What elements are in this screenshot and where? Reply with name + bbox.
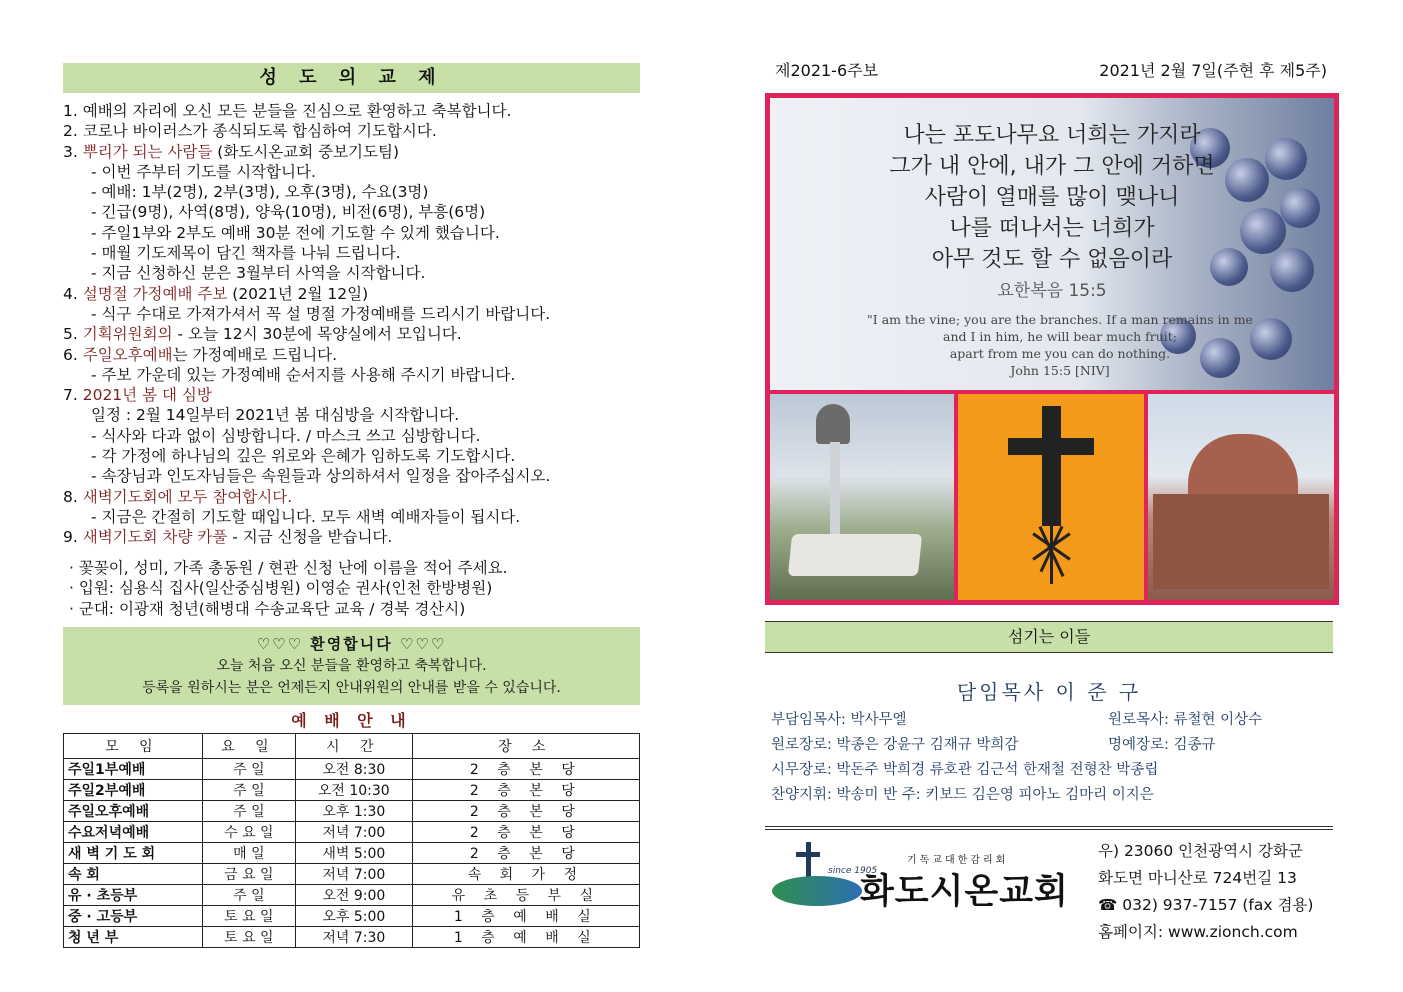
schedule-header-row — [64, 734, 640, 759]
table-cell: 주일1부예배 — [64, 759, 203, 780]
news-item — [63, 487, 640, 507]
table-cell: 저녁 7:30 — [295, 927, 412, 948]
table-cell: 2 층 본 당 — [412, 843, 639, 864]
table-cell: 새벽 5:00 — [295, 843, 412, 864]
news-number: 5. — [63, 325, 83, 344]
address-line: 화도면 마니산로 724번길 13 — [1098, 869, 1297, 887]
homepage-link[interactable]: 홈페이지: www.zionch.com — [1098, 923, 1298, 941]
bullet-item: · 꽃꽂이, 성미, 가족 총동원 / 현관 신청 난에 이름을 적어 주세요. — [69, 558, 508, 577]
table-cell: 오후 1:30 — [295, 801, 412, 822]
table-cell: 오전 8:30 — [295, 759, 412, 780]
church-name: 화도시온교회 — [860, 872, 1069, 912]
verse-line: 아무 것도 할 수 없음이라 — [931, 247, 1173, 272]
news-sub-item: - 속장님과 인도자님들은 속원들과 상의하셔서 일정을 잡아주십시오. — [91, 467, 551, 486]
news-sub-item: - 식구 수대로 가져가셔서 꼭 설 명절 가정예배를 드리시기 바랍니다. — [91, 304, 551, 323]
table-cell: 수 요 일 — [202, 822, 295, 843]
table-cell: 금 요 일 — [202, 864, 295, 885]
table-cell: 오후 5:00 — [295, 906, 412, 927]
cross-icon — [1042, 406, 1061, 526]
bullet-item: · 입원: 심용식 집사(일산중심병원) 이영순 권사(인천 한방병원) — [69, 579, 493, 598]
staff-emeritus-pastor: 원로목사: 류철현 이상수 — [1108, 712, 1263, 728]
table-cell: 속 회 — [64, 864, 203, 885]
verse-line-en: and I in him, he will bear much fruit; — [943, 329, 1177, 344]
bulletin-header — [765, 58, 1335, 84]
verse-line-en: apart from me you can do nothing. — [949, 346, 1171, 361]
news-heading: 설명절 가정예배 주보 — [82, 284, 228, 303]
news-item — [63, 324, 640, 344]
news-text: (화도시온교회 중보기도팀) — [212, 142, 400, 161]
cross-roots-image — [958, 394, 1144, 600]
table-row — [64, 927, 640, 948]
bullet-list — [63, 558, 640, 620]
denomination: 기독교대한감리회 — [907, 855, 1009, 866]
news-text: (2021년 2월 12일) — [227, 284, 369, 303]
schedule-header: 장 소 — [412, 734, 639, 759]
news-number: 1. — [63, 102, 83, 120]
news-item — [63, 385, 640, 405]
news-heading: 2021년 봄 대 심방 — [82, 386, 212, 405]
divider — [765, 826, 1333, 830]
news-number: 7. — [63, 386, 83, 405]
news-heading: 주일오후예배 — [82, 345, 173, 364]
news-heading: 뿌리가 되는 사람들 — [82, 142, 213, 161]
verse-korean — [770, 120, 1334, 275]
table-cell: 2 층 본 당 — [412, 759, 639, 780]
news-item — [63, 527, 640, 547]
bulletin-date: 2021년 2월 7일(주현 후 제5주) — [1099, 61, 1327, 80]
news-number: 8. — [63, 487, 83, 506]
table-cell: 유 초 등 부 실 — [412, 885, 639, 906]
verse-line: 그가 내 안에, 내가 그 안에 거하면 — [889, 154, 1215, 179]
news-sub-item: - 예배: 1부(2명), 2부(3명), 오후(3명), 수요(3명) — [91, 183, 429, 202]
news-number: 2. — [63, 122, 83, 141]
news-number: 3. — [63, 142, 83, 161]
verse-line-en: John 15:5 [NIV] — [1010, 363, 1110, 378]
welcome-box — [63, 627, 640, 705]
table-cell: 토 요 일 — [202, 927, 295, 948]
news-sub-item: - 이번 주부터 기도를 시작합니다. — [91, 162, 316, 181]
table-cell: 속 회 가 정 — [412, 864, 639, 885]
staff-music: 찬양지휘: 박송미 반 주: 키보드 김은영 피아노 김마리 이지은 — [771, 787, 1154, 803]
table-cell: 1 층 예 배 실 — [412, 927, 639, 948]
schedule-header: 요 일 — [202, 734, 295, 759]
table-cell: 저녁 7:00 — [295, 822, 412, 843]
schedule-header: 모 임 — [64, 734, 203, 759]
staff-assoc: 부담임목사: 박사무엘 — [771, 712, 907, 728]
news-heading: 기획위원회의 — [82, 325, 173, 344]
news-text: 는 가정예배로 드립니다. — [172, 345, 338, 364]
bell-icon — [816, 404, 850, 444]
issue-number: 제2021-6주보 — [775, 61, 879, 80]
table-cell: 오전 10:30 — [295, 780, 412, 801]
logo-since: since 1905 — [828, 866, 878, 876]
news-item — [63, 101, 640, 121]
news-sub-item: - 매월 기도제목이 담긴 책자를 나눠 드립니다. — [91, 244, 401, 263]
news-sub-item: - 지금은 간절히 기도할 때입니다. 모두 새벽 예배자들이 됩시다. — [91, 507, 521, 526]
table-cell: 주 일 — [202, 759, 295, 780]
news-heading: 새벽기도회에 모두 참여합시다. — [82, 487, 293, 506]
table-cell: 중 · 고등부 — [64, 906, 203, 927]
table-cell: 새 벽 기 도 회 — [64, 843, 203, 864]
news-sub-item: - 긴급(9명), 사역(8명), 양육(10명), 비전(6명), 부흥(6명) — [91, 203, 486, 222]
verse-reference: 요한복음 15:5 — [997, 281, 1107, 301]
news-number: 4. — [63, 284, 83, 303]
table-cell: 토 요 일 — [202, 906, 295, 927]
table-cell: 수요저녁예배 — [64, 822, 203, 843]
table-cell: 주 일 — [202, 801, 295, 822]
staff-honorary: 명예장로: 김종규 — [1108, 737, 1216, 753]
verse-line-en: "I am the vine; you are the branches. If a man remains in me — [867, 312, 1253, 327]
table-cell: 주 일 — [202, 780, 295, 801]
schedule-header: 시 간 — [295, 734, 412, 759]
news-sub-item: - 주일1부와 2부도 예배 30분 전에 기도할 수 있게 했습니다. — [91, 223, 500, 242]
table-cell: 청 년 부 — [64, 927, 203, 948]
news-sub-item: - 식사와 다과 없이 심방합니다. / 마스크 쓰고 심방합니다. — [91, 426, 481, 445]
church-building-photo — [1148, 394, 1334, 600]
table-row — [64, 780, 640, 801]
table-row — [64, 885, 640, 906]
welcome-title: ♡♡♡ 환영합니다 ♡♡♡ — [256, 635, 447, 654]
news-list — [63, 101, 640, 548]
welcome-line: 오늘 처음 오신 분들을 환영하고 축복합니다. — [216, 658, 487, 675]
news-item — [63, 284, 640, 304]
bullet-item: · 군대: 이광재 청년(해병대 수송교육단 교육 / 경북 경산시) — [69, 599, 466, 618]
verse-image — [770, 98, 1334, 390]
right-page — [765, 58, 1335, 84]
memorial-stone — [788, 534, 922, 576]
table-cell: 주일2부예배 — [64, 780, 203, 801]
news-item — [63, 345, 640, 365]
table-cell: 1 층 예 배 실 — [412, 906, 639, 927]
address-line: 우) 23060 인천광역시 강화군 — [1098, 842, 1303, 860]
news-sub-item: - 각 가정에 하나님의 깊은 위로와 은혜가 임하도록 기도합시다. — [91, 447, 516, 466]
table-row — [64, 759, 640, 780]
table-cell: 주 일 — [202, 885, 295, 906]
news-text: - 오늘 12시 30분에 목양실에서 모입니다. — [172, 325, 462, 344]
table-cell: 오전 9:00 — [295, 885, 412, 906]
table-row — [64, 906, 640, 927]
news-number: 6. — [63, 345, 83, 364]
table-cell: 유 · 초등부 — [64, 885, 203, 906]
table-cell: 2 층 본 당 — [412, 822, 639, 843]
staff-elders-emeritus: 원로장로: 박종은 강윤구 김재규 박희감 — [771, 737, 1019, 753]
verse-line: 나는 포도나무요 너희는 가지라 — [903, 123, 1201, 148]
verse-english — [850, 311, 1270, 379]
table-cell: 주일오후예배 — [64, 801, 203, 822]
senior-pastor: 담임목사 이 준 구 — [956, 680, 1142, 704]
news-sub-item: 일정 : 2월 14일부터 2021년 봄 대심방을 시작합니다. — [91, 406, 460, 425]
left-page — [63, 63, 640, 948]
table-cell: 저녁 7:00 — [295, 864, 412, 885]
fellowship-title: 성 도 의 교 제 — [63, 63, 640, 93]
news-item — [63, 142, 640, 162]
schedule-title: 예 배 안 내 — [291, 711, 412, 731]
table-row — [64, 864, 640, 885]
news-item — [63, 121, 640, 141]
table-cell: 2 층 본 당 — [412, 780, 639, 801]
staff-elders: 시무장로: 박돈주 박희경 류호관 김근석 한재철 전형찬 박종립 — [771, 762, 1159, 778]
table-cell: 2 층 본 당 — [412, 801, 639, 822]
news-sub-item: - 지금 신청하신 분은 3월부터 사역을 시작합니다. — [91, 264, 426, 283]
phone: ☎ 032) 937-7157 (fax 겸용) — [1098, 896, 1314, 914]
news-sub-item: - 주보 가운데 있는 가정예배 순서지를 사용해 주시기 바랍니다. — [91, 365, 516, 384]
verse-line: 나를 떠나서는 너희가 — [949, 216, 1155, 241]
servers-title: 섬기는 이들 — [765, 621, 1333, 653]
schedule-table — [63, 733, 640, 948]
news-text: 예배의 자리에 오신 모든 분들을 진심으로 환영하고 축복합니다. — [82, 102, 512, 120]
news-heading: 새벽기도회 차량 카풀 — [82, 528, 228, 547]
bell-tower-photo — [770, 394, 954, 600]
table-row — [64, 822, 640, 843]
church-address — [1098, 838, 1313, 946]
photo-collage — [765, 93, 1339, 605]
table-row — [64, 801, 640, 822]
welcome-line: 등록을 원하시는 분은 언제든지 안내위원의 안내를 받을 수 있습니다. — [142, 680, 561, 697]
table-cell: 매 일 — [202, 843, 295, 864]
table-row — [64, 843, 640, 864]
news-text: 코로나 바이러스가 종식되도록 합심하여 기도합시다. — [82, 122, 437, 141]
news-text: - 지금 신청을 받습니다. — [227, 528, 393, 547]
news-number: 9. — [63, 528, 83, 547]
verse-line: 사람이 열매를 많이 맺나니 — [924, 185, 1180, 210]
